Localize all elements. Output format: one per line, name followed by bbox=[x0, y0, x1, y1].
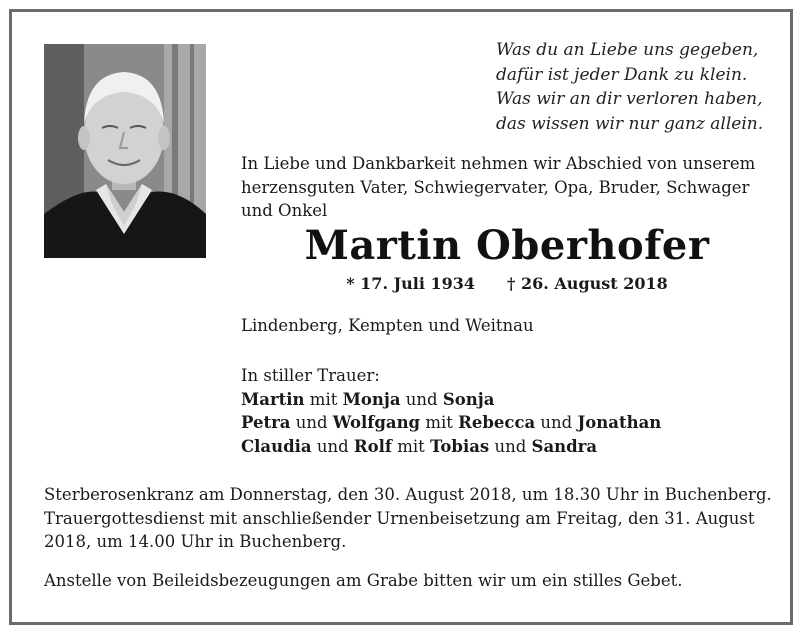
mourners-list bbox=[241, 364, 661, 458]
connector-word: und bbox=[400, 389, 443, 409]
connector-word: und bbox=[311, 436, 354, 456]
service-line: 2018, um 14.00 Uhr in Buchenberg. bbox=[44, 532, 347, 551]
connector-word: und bbox=[290, 413, 333, 432]
connector-word: und bbox=[535, 413, 578, 432]
deceased-name: Martin Oberhofer bbox=[304, 222, 710, 269]
mourner-name: Martin bbox=[241, 389, 305, 409]
intro-line: und Onkel bbox=[241, 201, 328, 220]
mourner-name: Petra bbox=[241, 413, 291, 432]
life-dates bbox=[241, 274, 773, 293]
death-date: † 26. August 2018 bbox=[507, 274, 668, 293]
mourner-name: Jonathan bbox=[577, 413, 662, 432]
mourner-name: Sonja bbox=[442, 389, 495, 409]
poem-line: Was wir an dir verloren haben, bbox=[496, 89, 763, 109]
mourner-name: Wolfgang bbox=[332, 413, 421, 432]
poem-line: Was du an Liebe uns gegeben, bbox=[496, 40, 759, 60]
mourner-name: Monja bbox=[342, 389, 401, 409]
connector-word: mit bbox=[420, 413, 459, 432]
mourner-name: Claudia bbox=[241, 436, 312, 456]
connector-word: mit bbox=[304, 389, 343, 409]
intro-line: herzensguten Vater, Schwiegervater, Opa, Bruder, Schwager bbox=[241, 177, 750, 197]
mourner-name: Rebecca bbox=[458, 413, 536, 432]
mourners-heading: In stiller Trauer: bbox=[241, 366, 380, 385]
mourner-row bbox=[241, 435, 661, 459]
connector-word: und bbox=[489, 436, 532, 456]
mourner-name: Tobias bbox=[430, 436, 490, 456]
mourner-row bbox=[241, 411, 661, 435]
portrait-photo bbox=[44, 44, 206, 258]
poem-line: das wissen wir nur ganz allein. bbox=[496, 113, 764, 134]
intro-line: In Liebe und Dankbarkeit nehmen wir Abschied von unserem bbox=[241, 154, 756, 173]
service-line: Sterberosenkranz am Donnerstag, den 30. August 2018, um 18.30 Uhr in Buchenberg. bbox=[44, 485, 772, 504]
mourner-row bbox=[241, 388, 661, 412]
closing-request: Anstelle von Beileidsbezeugungen am Grabe bitten wir um ein stilles Gebet. bbox=[44, 571, 683, 590]
mourner-name: Rolf bbox=[353, 436, 392, 456]
farewell-intro bbox=[241, 152, 771, 223]
birth-date: * 17. Juli 1934 bbox=[346, 274, 476, 293]
connector-word: mit bbox=[392, 436, 431, 456]
memorial-poem bbox=[496, 38, 786, 136]
service-line: Trauergottesdienst mit anschließender Urnenbeisetzung am Freitag, den 31. August bbox=[44, 508, 755, 528]
places-line: Lindenberg, Kempten und Weitnau bbox=[241, 316, 534, 335]
service-details bbox=[44, 483, 784, 554]
poem-line: dafür ist jeder Dank zu klein. bbox=[496, 64, 748, 85]
mourner-name: Sandra bbox=[531, 436, 598, 456]
